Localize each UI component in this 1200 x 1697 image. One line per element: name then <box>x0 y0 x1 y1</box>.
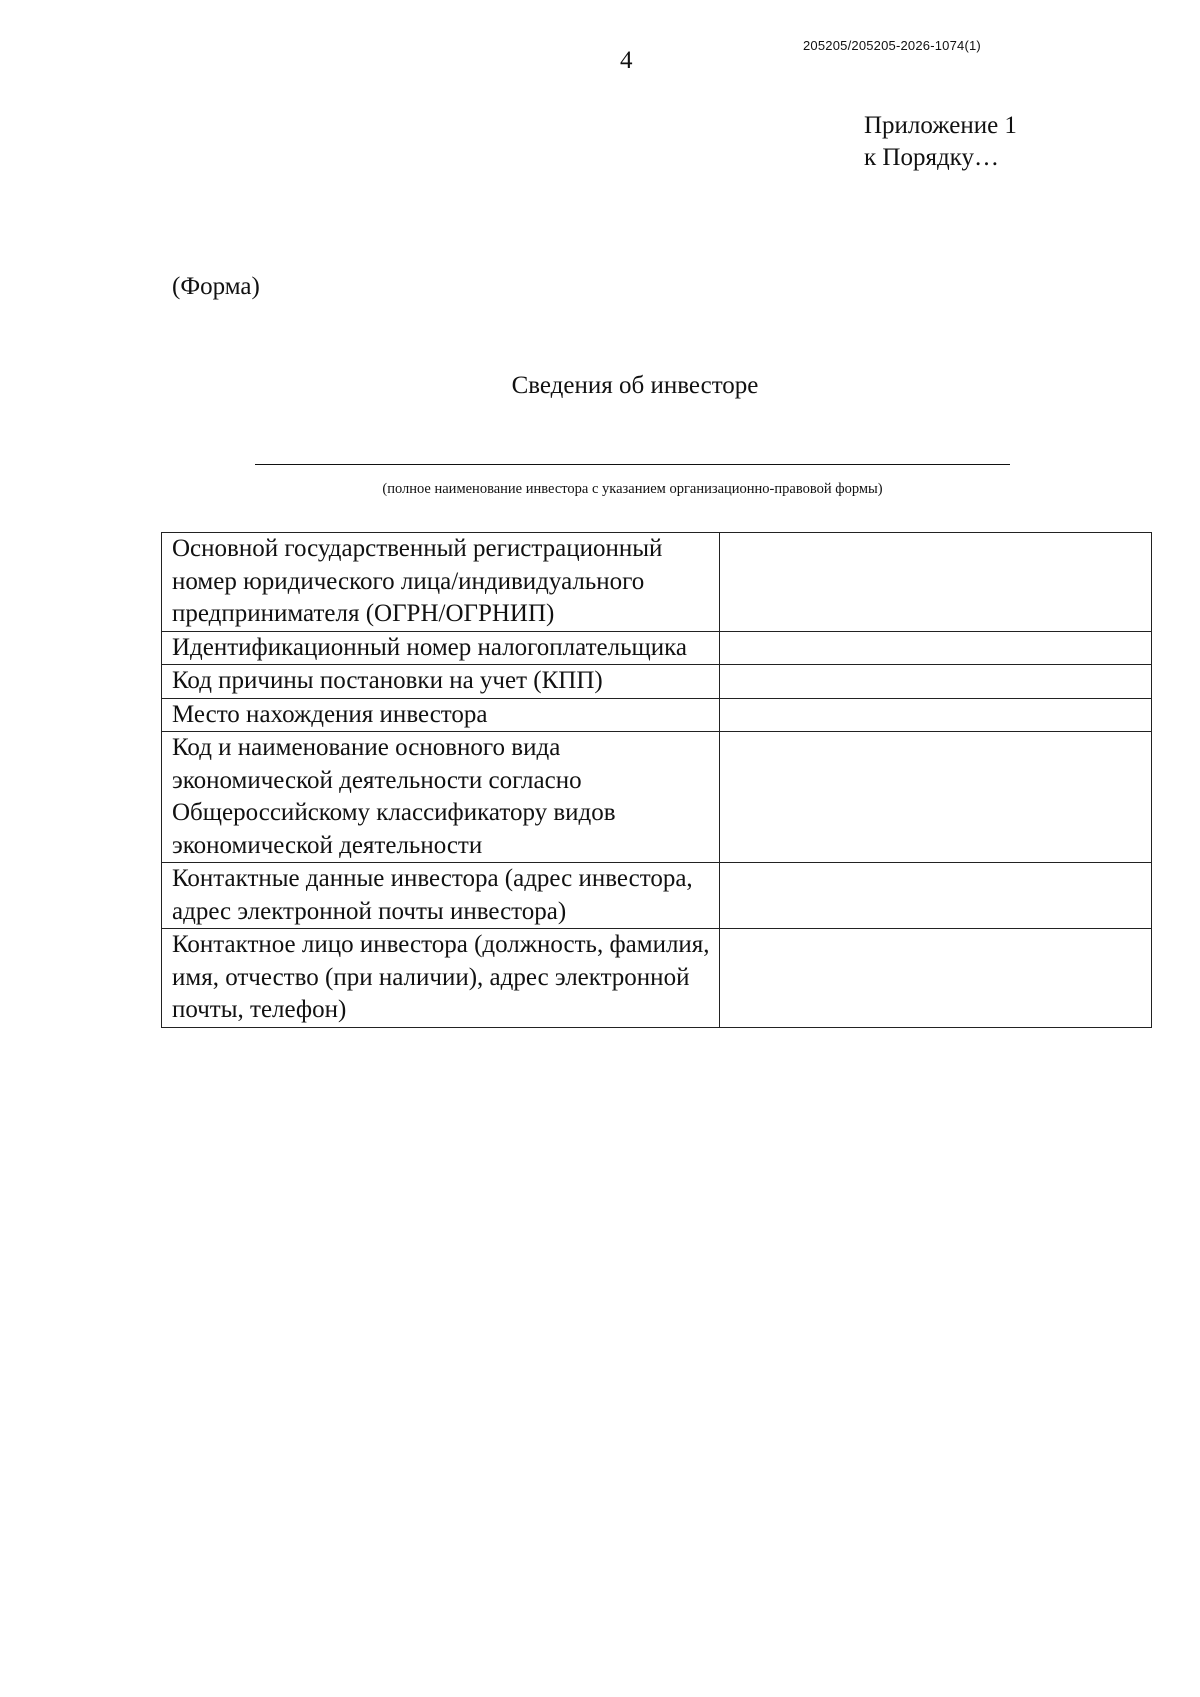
appendix-reference <box>864 110 1017 174</box>
investor-name-caption: (полное наименование инвестора с указанием организационно-правовой формы) <box>382 481 883 497</box>
table-row <box>162 732 1152 863</box>
row-value-okved <box>720 732 1152 863</box>
table-row <box>162 665 1152 699</box>
investor-info-table <box>161 532 1152 1028</box>
investor-name-line <box>255 464 1010 465</box>
row-label-contacts: Контактные данные инвестора (адрес инвестора, адрес электронной почты инвестора) <box>162 863 720 929</box>
row-value-contact-person <box>720 929 1152 1028</box>
row-label-ogrn: Основной государственный регистрационный номер юридического лица/индивидуального предпринимателя (ОГРН/ОГРНИП) <box>162 533 720 632</box>
table-row <box>162 929 1152 1028</box>
appendix-line-2: к Порядку… <box>864 144 999 171</box>
row-value-inn <box>720 631 1152 665</box>
row-label-inn: Идентификационный номер налогоплательщика <box>162 631 720 665</box>
table-row <box>162 863 1152 929</box>
page-number: 4 <box>620 47 633 74</box>
row-label-kpp: Код причины постановки на учет (КПП) <box>162 665 720 699</box>
row-label-contact-person: Контактное лицо инвестора (должность, фамилия, имя, отчество (при наличии), адрес электронной почты, телефон) <box>162 929 720 1028</box>
row-label-location: Место нахождения инвестора <box>162 698 720 732</box>
table-row <box>162 698 1152 732</box>
table-row <box>162 533 1152 632</box>
row-value-kpp <box>720 665 1152 699</box>
document-title: Сведения об инвесторе <box>511 372 759 399</box>
form-label: (Форма) <box>172 273 260 300</box>
row-value-contacts <box>720 863 1152 929</box>
table-row <box>162 631 1152 665</box>
row-label-okved: Код и наименование основного вида экономической деятельности согласно Общероссийскому классификатору видов экономической деятельности <box>162 732 720 863</box>
row-value-location <box>720 698 1152 732</box>
row-value-ogrn <box>720 533 1152 632</box>
document-id: 205205/205205-2026-1074(1) <box>803 38 981 53</box>
appendix-line-1: Приложение 1 <box>864 112 1017 139</box>
